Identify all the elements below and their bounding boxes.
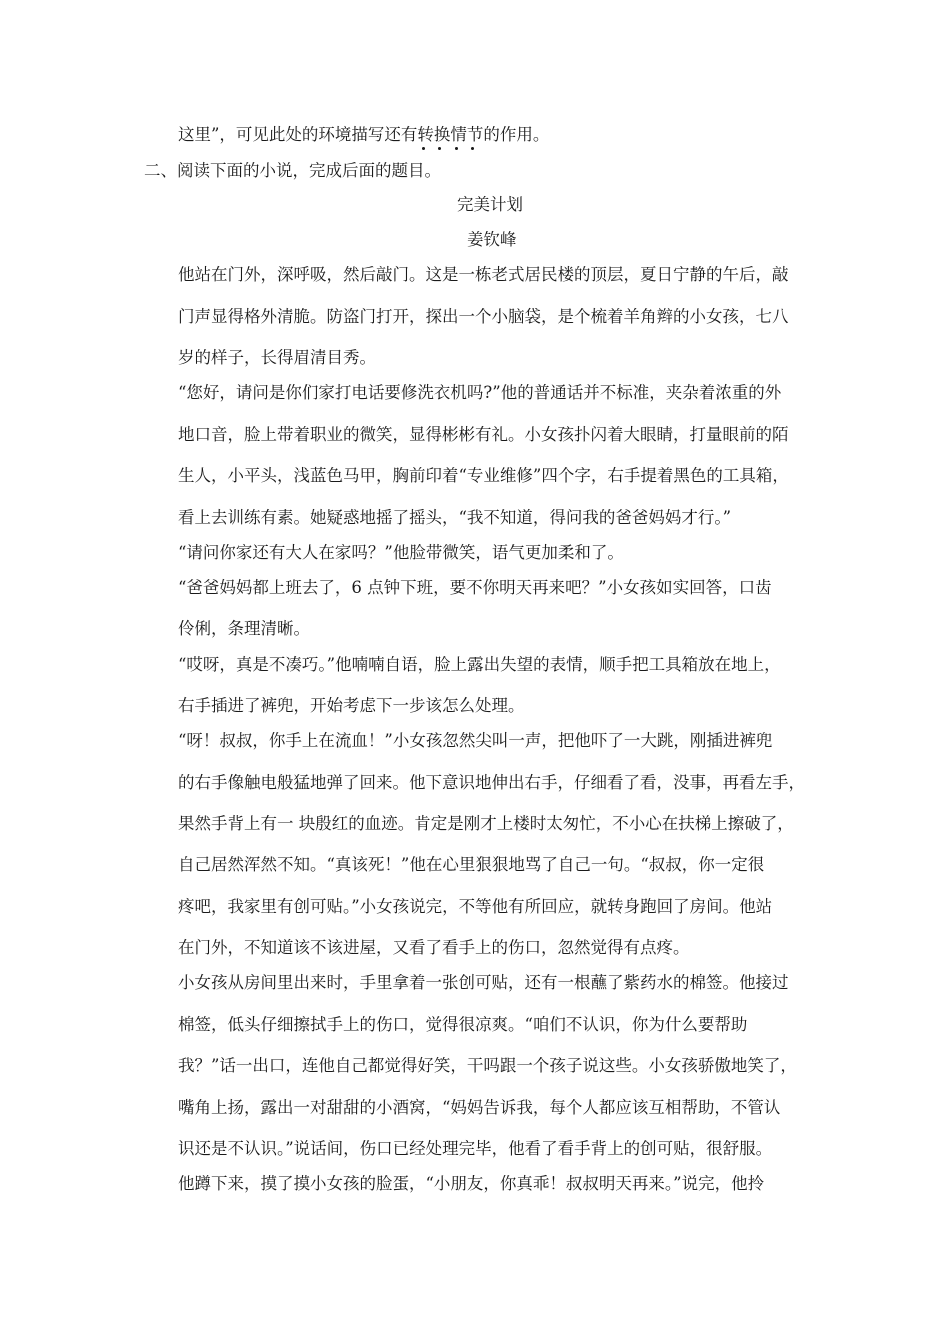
paragraph-line: 棉签，低头仔细擦拭手上的伤口，觉得很凉爽。“咱们不认识，你为什么要帮助 [178,1015,748,1034]
paragraph-line: “呀！叔叔，你手上在流血！”小女孩忽然尖叫一声，把他吓了一大跳，刚插进裤兜 [178,731,773,750]
paragraph-line: 伶俐，条理清晰。 [178,619,310,638]
paragraph-line: 自己居然浑然不知。“真该死！”他在心里狠狠地骂了自己一句。“叔叔，你一定很 [178,855,765,874]
paragraph-line: 我？”话一出口，连他自己都觉得好笑，干吗跟一个孩子说这些。小女孩骄傲地笑了， [178,1056,797,1075]
story-title: 完美计划 [457,195,523,214]
paragraph-line: 地口音，脸上带着职业的微笑，显得彬彬有礼。小女孩扑闪着大眼睛，打量眼前的陌 [178,425,789,444]
paragraph-line: 门声显得格外清脆。防盗门打开，探出一个小脑袋，是个梳着羊角辫的小女孩，七八 [178,307,789,326]
paragraph-line: 生人，小平头，浅蓝色马甲，胸前印着“专业维修”四个字，右手提着黑色的工具箱， [178,466,789,485]
paragraph-line: 看上去训练有素。她疑惑地摇了摇头，“我不知道，得问我的爸爸妈妈才行。” [178,508,732,527]
emphasis-dot [438,147,441,150]
emphasis-dot [471,147,474,150]
story-author: 姜钦峰 [467,230,517,249]
paragraph-line: 疼吧，我家里有创可贴。”小女孩说完，不等他有所回应，就转身跑回了房间。他站 [178,897,773,916]
paragraph-line: 岁的样子，长得眉清目秀。 [178,348,376,367]
paragraph-line: “哎呀，真是不凑巧。”他喃喃自语，脸上露出失望的表情，顺手把工具箱放在地上， [178,655,781,674]
paragraph-line: 他蹲下来，摸了摸小女孩的脸蛋，“小朋友，你真乖！叔叔明天再来。”说完，他拎 [178,1174,765,1193]
paragraph-line: “请问你家还有大人在家吗？”他脸带微笑，语气更加柔和了。 [178,543,624,562]
section-heading: 二、阅读下面的小说，完成后面的题目。 [144,161,441,180]
paragraph-line: “爸爸妈妈都上班去了，6 点钟下班，要不你明天再来吧？”小女孩如实回答，口齿 [178,578,772,597]
paragraph-line: “您好，请问是你们家打电话要修洗衣机吗?”他的普通话并不标准，夹杂着浓重的外 [178,383,782,402]
paragraph-line: 嘴角上扬，露出一对甜甜的小酒窝，“妈妈告诉我，每个人都应该互相帮助，不管认 [178,1098,781,1117]
paragraph-line: 小女孩从房间里出来时，手里拿着一张创可贴，还有一根蘸了紫药水的棉签。他接过 [178,973,789,992]
paragraph-line: 右手插进了裤兜，开始考虑下一步该怎么处理。 [178,696,525,715]
emphasis-dot [422,147,425,150]
paragraph-line: 他站在门外，深呼吸，然后敲门。这是一栋老式居民楼的顶层，夏日宁静的午后，敲 [178,265,789,284]
carryover-line: 这里”，可见此处的环境描写还有转换情节的作用。 [178,125,550,144]
paragraph-line: 在门外，不知道该不该进屋，又看了看手上的伤口，忽然觉得有点疼。 [178,938,690,957]
paragraph-line: 的右手像触电般猛地弹了回来。他下意识地伸出右手，仔细看了看，没事，再看左手， [178,773,805,792]
paragraph-line: 识还是不认识。”说话间，伤口已经处理完毕，他看了看手背上的创可贴，很舒服。 [178,1139,773,1158]
paragraph-line: 果然手背上有一 块殷红的血迹。肯定是刚才上楼时太匆忙，不小心在扶梯上擦破了， [178,814,794,833]
emphasis-dot [455,147,458,150]
